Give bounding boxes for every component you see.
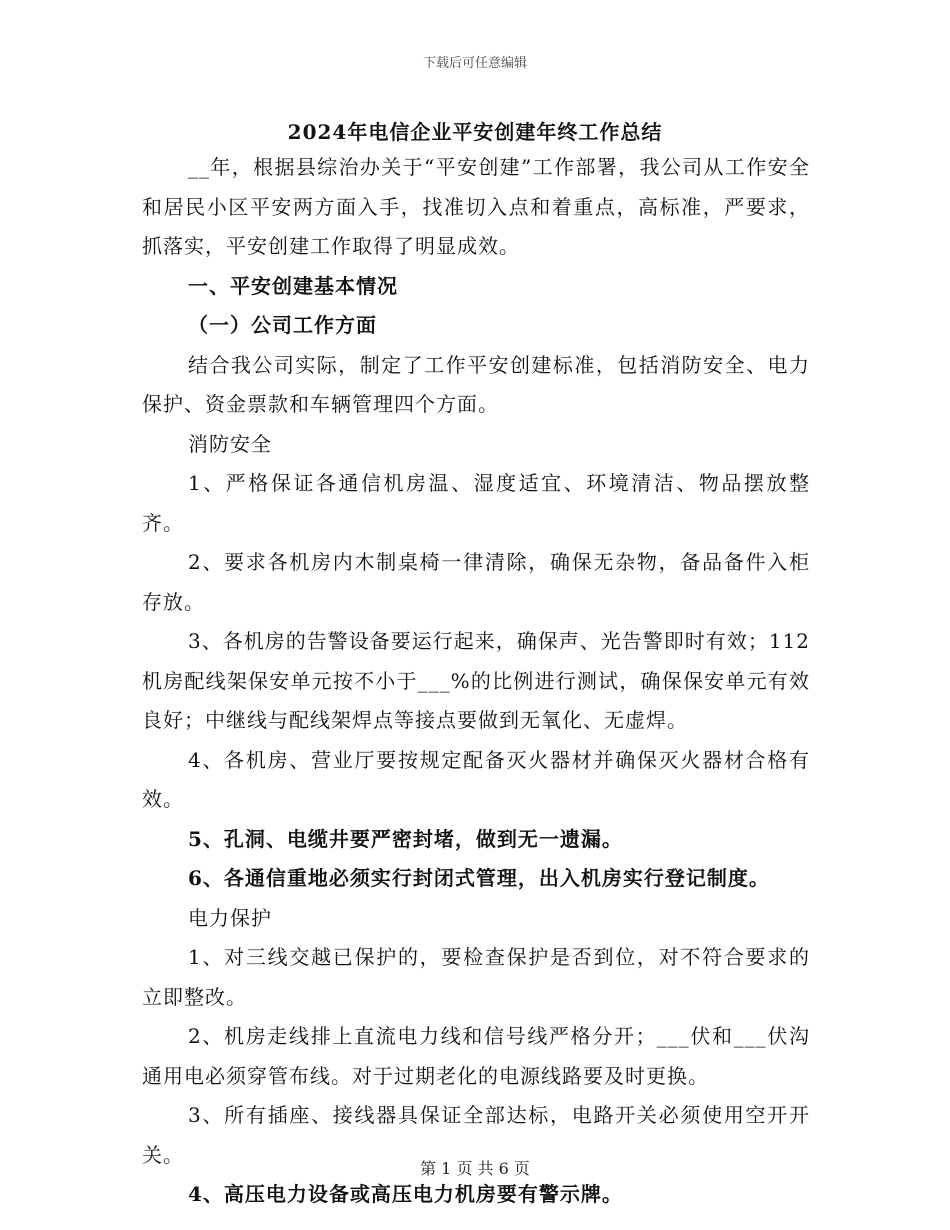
list-item-bold: 5、孔洞、电缆井要严密封堵，做到无一遗漏。 [188,826,623,851]
topic-label-fire-safety: 消防安全 [188,431,272,456]
list-item: 1、严格保证各通信机房温、湿度适宜、环境清洁、物品摆放整齐。 [142,471,810,535]
list-item-bold: 4、高压电力设备或高压电力机房要有警示牌。 [188,1182,623,1206]
list-item: 4、各机房、营业厅要按规定配备灭火器材并确保灭火器材合格有效。 [142,747,810,811]
body-paragraph: 结合我公司实际，制定了工作平安创建标准，包括消防安全、电力保护、资金票款和车辆管理四个方面。 [142,352,810,416]
list-item: 3、各机房的告警设备要运行起来，确保声、光告警即时有效；112机房配线架保安单元按不小于___%的比例进行测试，确保保安单元有效良好；中继线与配线架焊点等接点要做到无氧化、无虚焊。 [142,629,810,732]
page-title: 2024年电信企业平安创建年终工作总结 [287,120,663,144]
section-heading-1: 一、平安创建基本情况 [188,273,398,298]
list-item: 3、所有插座、接线器具保证全部达标，电路开关必须使用空开开关。 [142,1103,810,1167]
list-item: 2、要求各机房内木制桌椅一律清除，确保无杂物，备品备件入柜存放。 [142,550,810,614]
header-note: 下载后可任意编辑 [422,56,527,71]
subsection-heading-1: （一）公司工作方面 [188,313,377,337]
list-item: 2、机房走线排上直流电力线和信号线严格分开；___伏和___伏沟通用电必须穿管布线。对于过期老化的电源线路要及时更换。 [142,1024,810,1088]
page-footer: 第 1 页 共 6 页 [420,1159,530,1178]
topic-label-power-protection: 电力保护 [188,905,272,930]
list-item: 1、对三线交越已保护的，要检查保护是否到位，对不符合要求的立即整改。 [142,945,810,1009]
document-body [142,148,810,1215]
intro-paragraph: __年，根据县综治办关于“平安创建”工作部署，我公司从工作安全和居民小区平安两方面入手，找准切入点和着重点，高标准，严要求，抓落实，平安创建工作取得了明显成效。 [142,155,810,258]
list-item-bold: 6、各通信重地必须实行封闭式管理，出入机房实行登记制度。 [188,866,770,890]
